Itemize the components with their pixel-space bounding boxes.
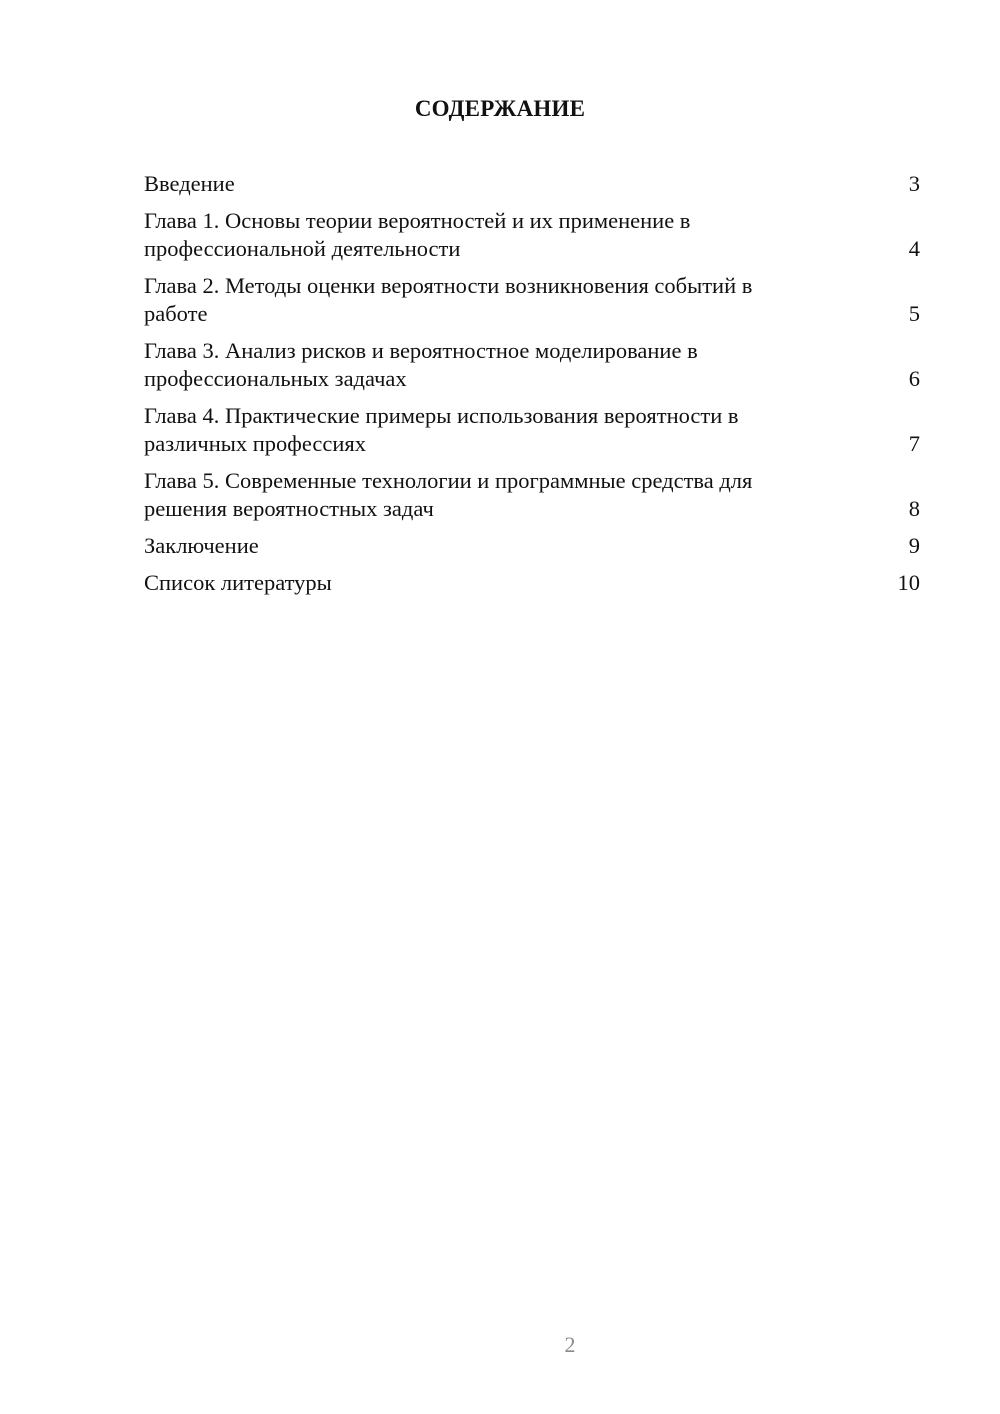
toc-entry-page: 3 xyxy=(908,171,920,196)
toc-entry-chapter-1[interactable] xyxy=(144,207,920,263)
toc-entry-conclusion[interactable] xyxy=(144,532,920,560)
toc-entry-page: 4 xyxy=(908,236,920,261)
toc-entry-chapter-2[interactable] xyxy=(144,272,920,328)
toc-entry-title: Список литературы xyxy=(144,570,332,595)
toc-entry-title: Глава 4. Практические примеры использования вероятности в различных профессиях xyxy=(144,403,739,456)
toc-entry-page: 5 xyxy=(908,301,920,326)
toc-entry-page: 9 xyxy=(908,533,920,558)
toc-entry-title: Глава 3. Анализ рисков и вероятностное моделирование в профессиональных задачах xyxy=(144,338,698,391)
page-number: 2 xyxy=(564,1332,576,1357)
toc-entry-title: Глава 2. Методы оценки вероятности возникновения событий в работе xyxy=(144,273,753,326)
page-title: СОДЕРЖАНИЕ xyxy=(414,96,586,121)
toc-entry-chapter-4[interactable] xyxy=(144,402,920,458)
toc-entry-chapter-3[interactable] xyxy=(144,337,920,393)
toc-entry-title: Введение xyxy=(144,171,235,196)
toc-entry-chapter-5[interactable] xyxy=(144,467,920,523)
toc-entry-page: 8 xyxy=(908,496,920,521)
toc-entry-references[interactable] xyxy=(144,569,920,597)
toc-entry-title: Заключение xyxy=(144,533,259,558)
toc-entry-introduction[interactable] xyxy=(144,170,920,198)
toc-entry-title: Глава 1. Основы теории вероятностей и их применение в профессиональной деятельности xyxy=(144,208,691,261)
toc-entry-page: 10 xyxy=(897,570,920,595)
toc-entry-page: 6 xyxy=(908,366,920,391)
toc-entry-page: 7 xyxy=(908,431,920,456)
table-of-contents xyxy=(144,170,920,606)
toc-entry-title: Глава 5. Современные технологии и программные средства для решения вероятностных задач xyxy=(144,468,753,521)
